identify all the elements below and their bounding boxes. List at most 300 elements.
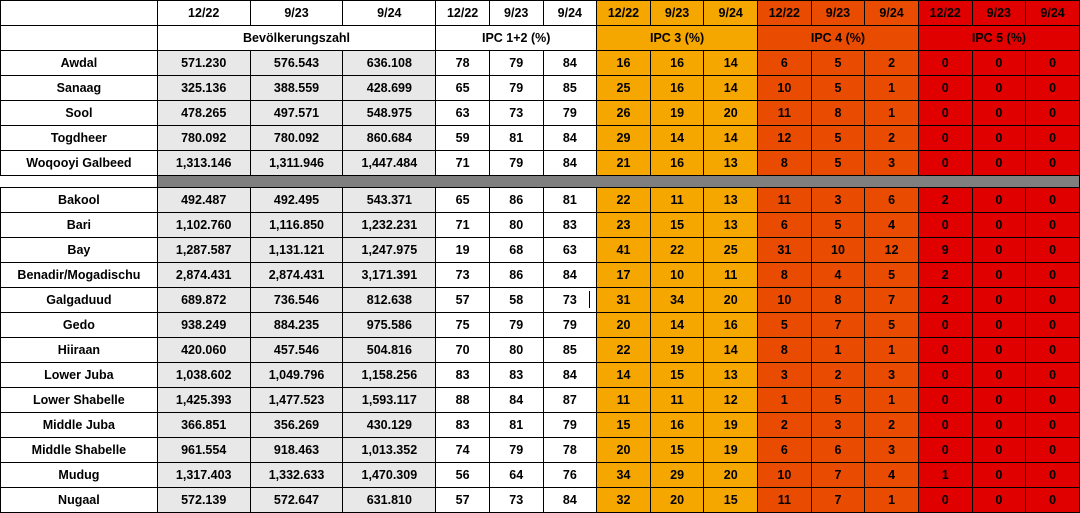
table-row <box>1 238 1080 263</box>
region-name-cell: Benadir/Mogadischu <box>1 263 158 288</box>
cell-ipc12: 84 <box>543 363 597 388</box>
cell-ipc5: 0 <box>1026 438 1080 463</box>
cell-ipc3: 19 <box>650 101 704 126</box>
cell-population: 636.108 <box>343 51 436 76</box>
cell-ipc4: 2 <box>865 126 919 151</box>
cell-ipc5: 0 <box>972 388 1026 413</box>
header-period-ipc5-2: 9/24 <box>1026 1 1080 26</box>
region-name-cell: Bay <box>1 238 158 263</box>
cell-ipc4: 3 <box>758 363 812 388</box>
cell-ipc4: 11 <box>758 101 812 126</box>
cell-population: 571.230 <box>157 51 250 76</box>
cell-ipc3: 17 <box>597 263 651 288</box>
cell-ipc4: 7 <box>865 288 919 313</box>
cell-ipc4: 1 <box>865 338 919 363</box>
cell-population: 504.816 <box>343 338 436 363</box>
cell-population: 1,131.121 <box>250 238 343 263</box>
cell-population: 1,247.975 <box>343 238 436 263</box>
cell-ipc3: 11 <box>597 388 651 413</box>
cell-population: 1,038.602 <box>157 363 250 388</box>
cell-population: 428.699 <box>343 76 436 101</box>
table-row <box>1 188 1080 213</box>
cell-ipc4: 10 <box>758 288 812 313</box>
cell-ipc5: 0 <box>918 338 972 363</box>
cell-ipc3: 14 <box>597 363 651 388</box>
header-period-ipc12-2: 9/24 <box>543 1 597 26</box>
cell-ipc4: 8 <box>758 338 812 363</box>
cell-ipc3: 19 <box>704 413 758 438</box>
cell-population: 884.235 <box>250 313 343 338</box>
cell-ipc4: 5 <box>811 151 865 176</box>
cell-ipc4: 1 <box>758 388 812 413</box>
cell-ipc12: 84 <box>543 126 597 151</box>
region-name-cell: Sanaag <box>1 76 158 101</box>
cell-ipc5: 0 <box>918 151 972 176</box>
cell-population: 812.638 <box>343 288 436 313</box>
cell-ipc4: 12 <box>758 126 812 151</box>
cell-ipc4: 4 <box>811 263 865 288</box>
cell-ipc12: 79 <box>489 51 543 76</box>
cell-ipc3: 15 <box>650 438 704 463</box>
cell-ipc12: 57 <box>436 488 490 513</box>
cell-ipc12: 83 <box>543 213 597 238</box>
cell-ipc3: 19 <box>704 438 758 463</box>
cell-ipc5: 0 <box>972 363 1026 388</box>
cell-ipc4: 11 <box>758 488 812 513</box>
cell-ipc12: 73 <box>543 288 597 313</box>
cell-ipc4: 5 <box>811 51 865 76</box>
cell-ipc5: 0 <box>972 288 1026 313</box>
header-period-population-0: 12/22 <box>157 1 250 26</box>
cell-ipc3: 13 <box>704 151 758 176</box>
cell-ipc4: 2 <box>865 413 919 438</box>
header-group-population: Bevölkerungszahl <box>157 26 435 51</box>
cell-population: 1,287.587 <box>157 238 250 263</box>
cell-ipc12: 85 <box>543 338 597 363</box>
cell-ipc3: 12 <box>704 388 758 413</box>
cell-population: 1,447.484 <box>343 151 436 176</box>
cell-ipc3: 20 <box>597 313 651 338</box>
cell-ipc3: 22 <box>597 188 651 213</box>
cell-ipc12: 59 <box>436 126 490 151</box>
cell-ipc12: 88 <box>436 388 490 413</box>
cell-ipc12: 76 <box>543 463 597 488</box>
cell-population: 780.092 <box>157 126 250 151</box>
cell-ipc3: 16 <box>597 51 651 76</box>
cell-ipc4: 6 <box>811 438 865 463</box>
region-name-cell: Togdheer <box>1 126 158 151</box>
cell-population: 860.684 <box>343 126 436 151</box>
cell-ipc3: 14 <box>650 126 704 151</box>
cell-ipc4: 5 <box>811 76 865 101</box>
table-row <box>1 213 1080 238</box>
cell-population: 356.269 <box>250 413 343 438</box>
cell-population: 572.139 <box>157 488 250 513</box>
cell-ipc3: 13 <box>704 188 758 213</box>
cell-ipc4: 1 <box>865 76 919 101</box>
header-period-ipc4-0: 12/22 <box>758 1 812 26</box>
cell-ipc12: 63 <box>543 238 597 263</box>
cell-ipc3: 10 <box>650 263 704 288</box>
cell-ipc12: 71 <box>436 151 490 176</box>
cell-ipc5: 9 <box>918 238 972 263</box>
cell-population: 492.487 <box>157 188 250 213</box>
cell-ipc4: 2 <box>758 413 812 438</box>
region-name-cell: Lower Shabelle <box>1 388 158 413</box>
cell-ipc12: 79 <box>543 413 597 438</box>
cell-ipc4: 5 <box>758 313 812 338</box>
cell-ipc5: 2 <box>918 188 972 213</box>
header-period-ipc4-1: 9/23 <box>811 1 865 26</box>
cell-ipc4: 7 <box>811 313 865 338</box>
cell-ipc3: 21 <box>597 151 651 176</box>
table-row <box>1 338 1080 363</box>
table-row <box>1 313 1080 338</box>
cell-ipc5: 0 <box>972 238 1026 263</box>
cell-population: 1,311.946 <box>250 151 343 176</box>
cell-ipc5: 2 <box>918 263 972 288</box>
cell-population: 1,477.523 <box>250 388 343 413</box>
header-group-ipc5: IPC 5 (%) <box>918 26 1079 51</box>
cell-ipc5: 0 <box>972 463 1026 488</box>
cell-ipc4: 1 <box>865 488 919 513</box>
cell-population: 1,049.796 <box>250 363 343 388</box>
cell-ipc4: 2 <box>865 51 919 76</box>
cell-ipc5: 0 <box>972 438 1026 463</box>
cell-ipc4: 1 <box>865 388 919 413</box>
cell-ipc12: 78 <box>543 438 597 463</box>
cell-ipc3: 25 <box>704 238 758 263</box>
cell-ipc4: 7 <box>811 488 865 513</box>
cell-ipc12: 83 <box>436 363 490 388</box>
table-row <box>1 413 1080 438</box>
header-group-ipc4: IPC 4 (%) <box>758 26 919 51</box>
cell-ipc3: 16 <box>650 151 704 176</box>
region-name-cell: Hiiraan <box>1 338 158 363</box>
cell-population: 1,013.352 <box>343 438 436 463</box>
cell-ipc4: 3 <box>865 363 919 388</box>
cell-ipc5: 0 <box>1026 363 1080 388</box>
cell-ipc3: 16 <box>704 313 758 338</box>
cell-population: 1,313.146 <box>157 151 250 176</box>
cell-ipc4: 6 <box>758 51 812 76</box>
cell-ipc4: 8 <box>758 151 812 176</box>
cell-population: 492.495 <box>250 188 343 213</box>
cell-ipc4: 8 <box>811 101 865 126</box>
region-name-cell: Woqooyi Galbeed <box>1 151 158 176</box>
cell-ipc3: 14 <box>704 126 758 151</box>
cell-ipc12: 84 <box>489 388 543 413</box>
cell-ipc3: 22 <box>597 338 651 363</box>
cell-ipc12: 83 <box>436 413 490 438</box>
region-name-cell: Sool <box>1 101 158 126</box>
cell-ipc5: 0 <box>918 51 972 76</box>
cell-ipc4: 5 <box>811 388 865 413</box>
cell-ipc12: 84 <box>543 488 597 513</box>
cell-population: 543.371 <box>343 188 436 213</box>
cell-population: 2,874.431 <box>250 263 343 288</box>
cell-ipc5: 0 <box>1026 413 1080 438</box>
cell-ipc5: 0 <box>918 438 972 463</box>
cell-population: 1,425.393 <box>157 388 250 413</box>
cell-ipc4: 4 <box>865 463 919 488</box>
table-row <box>1 363 1080 388</box>
cell-ipc5: 0 <box>972 151 1026 176</box>
cell-ipc3: 15 <box>650 363 704 388</box>
header-corner-2 <box>1 26 158 51</box>
cell-ipc12: 65 <box>436 76 490 101</box>
cell-population: 430.129 <box>343 413 436 438</box>
cell-population: 548.975 <box>343 101 436 126</box>
header-period-ipc5-1: 9/23 <box>972 1 1026 26</box>
cell-population: 1,317.403 <box>157 463 250 488</box>
cell-ipc3: 34 <box>597 463 651 488</box>
cell-ipc12: 68 <box>489 238 543 263</box>
cell-ipc5: 0 <box>918 363 972 388</box>
region-name-cell: Nugaal <box>1 488 158 513</box>
cell-ipc3: 11 <box>704 263 758 288</box>
cell-ipc3: 20 <box>704 101 758 126</box>
cell-ipc4: 31 <box>758 238 812 263</box>
cell-ipc12: 79 <box>489 438 543 463</box>
cell-ipc3: 26 <box>597 101 651 126</box>
cell-ipc5: 0 <box>1026 101 1080 126</box>
cell-ipc5: 0 <box>1026 126 1080 151</box>
table-body <box>1 51 1080 513</box>
header-period-ipc3-2: 9/24 <box>704 1 758 26</box>
cell-ipc5: 1 <box>918 463 972 488</box>
cell-ipc3: 23 <box>597 213 651 238</box>
cell-ipc12: 79 <box>489 151 543 176</box>
cell-population: 918.463 <box>250 438 343 463</box>
cell-population: 1,593.117 <box>343 388 436 413</box>
cell-ipc12: 85 <box>543 76 597 101</box>
table-row <box>1 463 1080 488</box>
cell-population: 497.571 <box>250 101 343 126</box>
group-separator-row <box>1 176 1080 188</box>
cell-ipc5: 0 <box>1026 313 1080 338</box>
header-row-periods <box>1 1 1080 26</box>
region-name-cell: Bakool <box>1 188 158 213</box>
cell-ipc3: 29 <box>597 126 651 151</box>
table-row <box>1 488 1080 513</box>
cell-ipc5: 0 <box>918 213 972 238</box>
cell-ipc4: 3 <box>865 151 919 176</box>
cell-ipc4: 10 <box>811 238 865 263</box>
cell-ipc4: 4 <box>865 213 919 238</box>
cell-ipc12: 64 <box>489 463 543 488</box>
cell-ipc5: 0 <box>972 76 1026 101</box>
cell-ipc12: 86 <box>489 263 543 288</box>
cell-ipc4: 3 <box>811 188 865 213</box>
cell-ipc5: 0 <box>1026 188 1080 213</box>
cell-population: 3,171.391 <box>343 263 436 288</box>
cell-population: 631.810 <box>343 488 436 513</box>
header-group-ipc3: IPC 3 (%) <box>597 26 758 51</box>
cell-ipc12: 73 <box>436 263 490 288</box>
cell-ipc5: 0 <box>972 188 1026 213</box>
cell-ipc3: 25 <box>597 76 651 101</box>
header-period-population-2: 9/24 <box>343 1 436 26</box>
cell-ipc3: 11 <box>650 188 704 213</box>
region-name-cell: Gedo <box>1 313 158 338</box>
cell-ipc4: 1 <box>865 101 919 126</box>
region-name-cell: Mudug <box>1 463 158 488</box>
cell-ipc12: 70 <box>436 338 490 363</box>
header-period-ipc5-0: 12/22 <box>918 1 972 26</box>
cell-population: 2,874.431 <box>157 263 250 288</box>
cell-ipc5: 0 <box>1026 213 1080 238</box>
cell-ipc4: 7 <box>811 463 865 488</box>
cell-ipc3: 29 <box>650 463 704 488</box>
region-name-cell: Middle Juba <box>1 413 158 438</box>
cell-population: 1,116.850 <box>250 213 343 238</box>
cell-ipc5: 0 <box>1026 463 1080 488</box>
cell-ipc3: 14 <box>704 51 758 76</box>
cell-ipc3: 15 <box>704 488 758 513</box>
cell-population: 478.265 <box>157 101 250 126</box>
header-group-ipc12: IPC 1+2 (%) <box>436 26 597 51</box>
cell-ipc4: 6 <box>865 188 919 213</box>
cell-ipc5: 2 <box>918 288 972 313</box>
cell-ipc3: 20 <box>704 288 758 313</box>
table-row <box>1 101 1080 126</box>
cell-ipc4: 3 <box>811 413 865 438</box>
cell-ipc3: 16 <box>650 51 704 76</box>
table-row <box>1 388 1080 413</box>
cell-population: 388.559 <box>250 76 343 101</box>
cell-ipc4: 8 <box>758 263 812 288</box>
header-period-ipc4-2: 9/24 <box>865 1 919 26</box>
cell-population: 689.872 <box>157 288 250 313</box>
cell-ipc12: 75 <box>436 313 490 338</box>
cell-ipc5: 0 <box>918 313 972 338</box>
cell-ipc5: 0 <box>972 126 1026 151</box>
cell-ipc4: 5 <box>865 313 919 338</box>
region-name-cell: Bari <box>1 213 158 238</box>
cell-ipc12: 63 <box>436 101 490 126</box>
cell-ipc4: 5 <box>811 126 865 151</box>
header-period-ipc12-0: 12/22 <box>436 1 490 26</box>
cell-ipc12: 81 <box>543 188 597 213</box>
cell-ipc4: 11 <box>758 188 812 213</box>
cell-ipc5: 0 <box>918 388 972 413</box>
cell-ipc3: 13 <box>704 213 758 238</box>
cell-ipc12: 79 <box>489 313 543 338</box>
cell-ipc5: 0 <box>1026 76 1080 101</box>
cell-ipc5: 0 <box>1026 288 1080 313</box>
cell-ipc5: 0 <box>972 213 1026 238</box>
header-row-groups <box>1 26 1080 51</box>
cell-population: 961.554 <box>157 438 250 463</box>
cell-ipc4: 2 <box>811 363 865 388</box>
cell-ipc5: 0 <box>1026 51 1080 76</box>
cell-ipc12: 81 <box>489 126 543 151</box>
cell-ipc5: 0 <box>1026 151 1080 176</box>
table-row <box>1 76 1080 101</box>
cell-ipc4: 3 <box>865 438 919 463</box>
cell-ipc12: 84 <box>543 263 597 288</box>
cell-ipc3: 15 <box>650 213 704 238</box>
cell-ipc4: 1 <box>811 338 865 363</box>
header-period-ipc12-1: 9/23 <box>489 1 543 26</box>
cell-population: 1,332.633 <box>250 463 343 488</box>
region-name-cell: Lower Juba <box>1 363 158 388</box>
cell-ipc3: 31 <box>597 288 651 313</box>
cell-ipc12: 65 <box>436 188 490 213</box>
cell-ipc12: 73 <box>489 488 543 513</box>
cell-ipc12: 73 <box>489 101 543 126</box>
cell-ipc12: 87 <box>543 388 597 413</box>
cell-population: 736.546 <box>250 288 343 313</box>
cell-ipc5: 0 <box>972 313 1026 338</box>
table-row <box>1 288 1080 313</box>
cell-ipc3: 32 <box>597 488 651 513</box>
text-cursor-caret <box>589 291 590 308</box>
cell-ipc5: 0 <box>972 413 1026 438</box>
cell-ipc12: 56 <box>436 463 490 488</box>
region-name-cell: Awdal <box>1 51 158 76</box>
cell-ipc12: 81 <box>489 413 543 438</box>
cell-ipc12: 71 <box>436 213 490 238</box>
cell-ipc12: 74 <box>436 438 490 463</box>
table-row <box>1 126 1080 151</box>
cell-population: 1,158.256 <box>343 363 436 388</box>
cell-ipc3: 16 <box>650 76 704 101</box>
cell-population: 1,232.231 <box>343 213 436 238</box>
cell-ipc12: 79 <box>543 101 597 126</box>
table-row <box>1 438 1080 463</box>
cell-ipc3: 14 <box>704 76 758 101</box>
cell-ipc4: 5 <box>811 213 865 238</box>
cell-ipc4: 10 <box>758 76 812 101</box>
cell-population: 366.851 <box>157 413 250 438</box>
cell-ipc3: 20 <box>597 438 651 463</box>
cell-ipc12: 83 <box>489 363 543 388</box>
cell-population: 420.060 <box>157 338 250 363</box>
cell-ipc5: 0 <box>972 338 1026 363</box>
cell-ipc5: 0 <box>1026 238 1080 263</box>
cell-ipc5: 0 <box>972 51 1026 76</box>
cell-ipc12: 79 <box>543 313 597 338</box>
cell-ipc5: 0 <box>918 76 972 101</box>
cell-ipc5: 0 <box>918 413 972 438</box>
cell-ipc12: 86 <box>489 188 543 213</box>
cell-ipc3: 20 <box>704 463 758 488</box>
region-name-cell: Galgaduud <box>1 288 158 313</box>
cell-ipc5: 0 <box>972 488 1026 513</box>
cell-population: 975.586 <box>343 313 436 338</box>
cell-population: 1,102.760 <box>157 213 250 238</box>
cell-ipc5: 0 <box>1026 263 1080 288</box>
cell-ipc5: 0 <box>1026 488 1080 513</box>
cell-ipc12: 57 <box>436 288 490 313</box>
header-corner <box>1 1 158 26</box>
cell-population: 938.249 <box>157 313 250 338</box>
cell-ipc4: 5 <box>865 263 919 288</box>
cell-ipc3: 22 <box>650 238 704 263</box>
cell-ipc4: 6 <box>758 213 812 238</box>
cell-ipc3: 20 <box>650 488 704 513</box>
cell-ipc12: 80 <box>489 213 543 238</box>
cell-ipc12: 84 <box>543 151 597 176</box>
group-separator-bar <box>157 176 1079 188</box>
cell-ipc4: 12 <box>865 238 919 263</box>
cell-ipc5: 0 <box>918 488 972 513</box>
cell-ipc5: 0 <box>972 263 1026 288</box>
cell-ipc5: 0 <box>918 101 972 126</box>
cell-ipc3: 13 <box>704 363 758 388</box>
